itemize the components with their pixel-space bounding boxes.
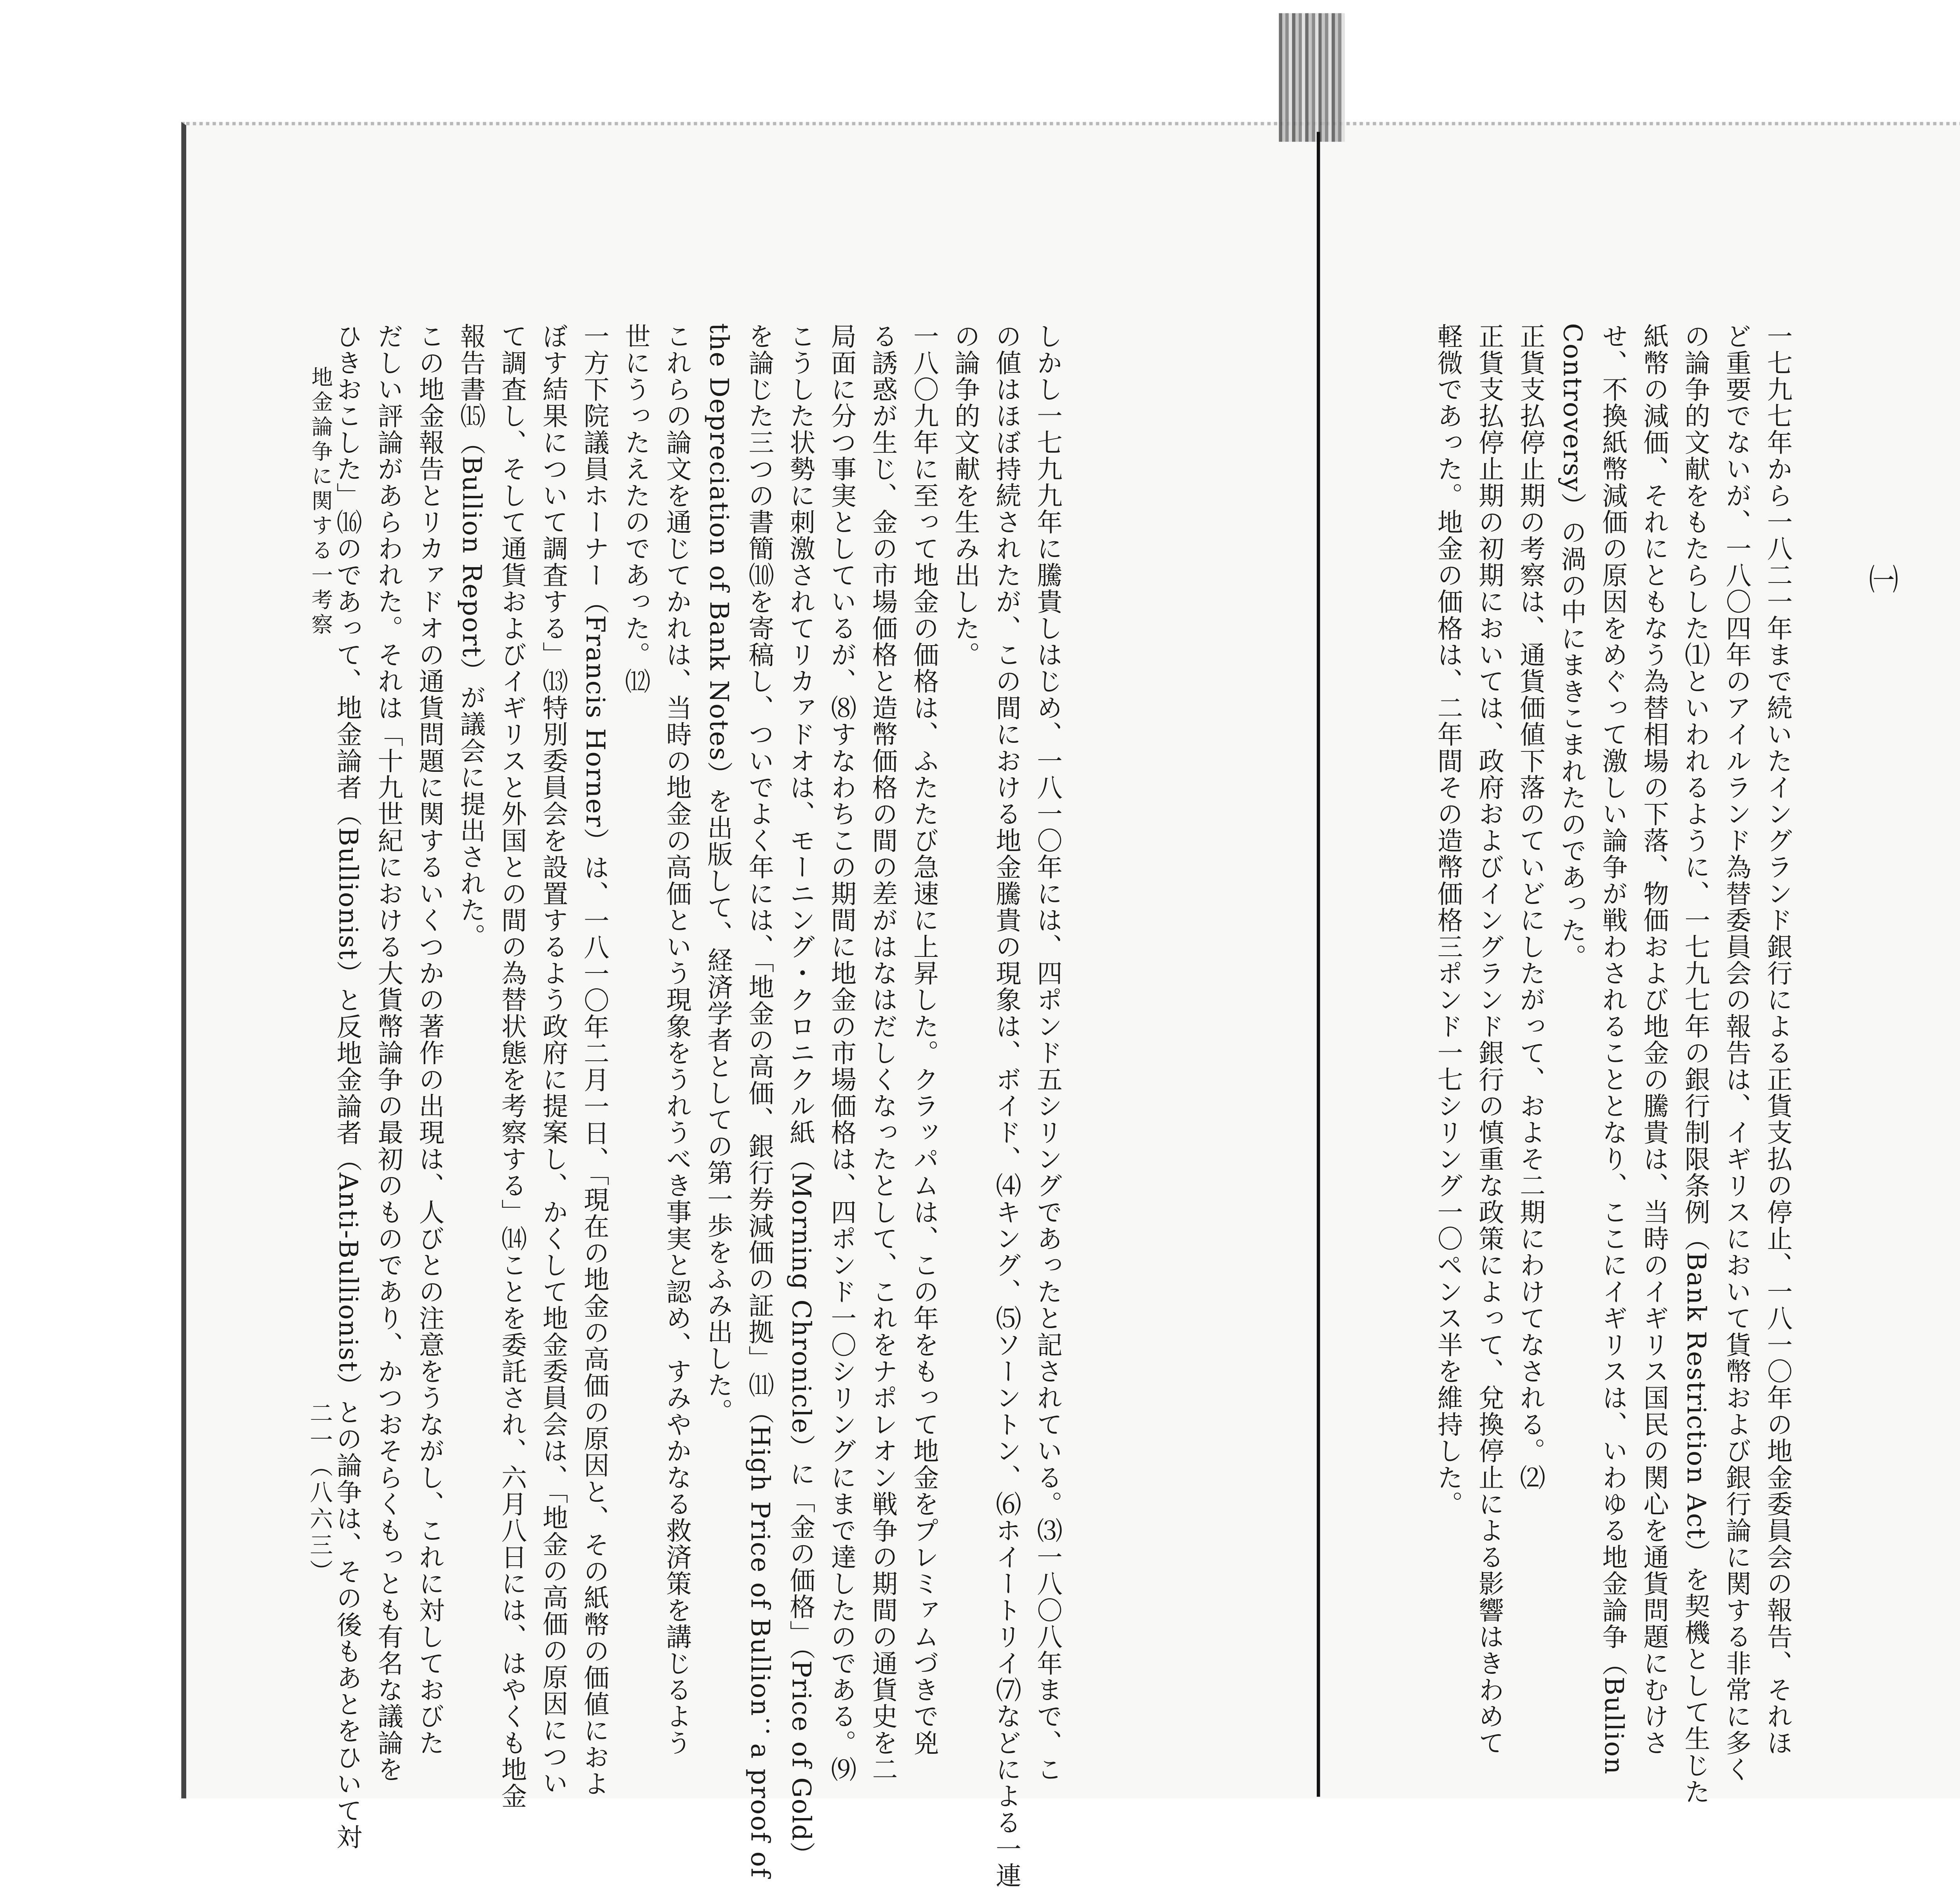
text-line: 一方下院議員ホーナー（Francis Horner）は、一八一〇年二月一日、「現在の地金の高価の原因と、その紙幣の価値におよ	[580, 323, 610, 1797]
text-line: ど重要でないが、一八〇四年のアイルランド為替委員会の報告は、イギリスにおいて貨幣および銀行論に関する非常に多く	[1722, 323, 1752, 1783]
text-line: Controversy）の渦の中にまきこまれたのであった。	[1557, 323, 1587, 971]
text-line: の論争的文献をもたらした⑴といわれるように、一七九七年の銀行制限条例（Bank Restriction Act）を契機として生じた	[1681, 323, 1711, 1805]
text-line: る誘惑が生じ、金の市場価格と造幣価格の間の差がはなはだしくなったとして、これをナポレオン戦争の期間の通貨史を二	[868, 323, 898, 1783]
text-line: の値はほぼ持続されたが、この間における地金騰貴の現象は、ボイド、⑷キング、⑸ソーントン、⑹ホイートリイ⑺などによる一連	[992, 323, 1022, 1889]
text-line: 世にうったえたのであった。⑿	[621, 323, 651, 695]
text-line: ぼす結果について調査する」⒀特別委員会を設置するよう政府に提案し、かくして地金委員会は、「地金の高価の原因につい	[539, 323, 569, 1797]
text-line: を論じた三つの書簡⑽を寄稿し、ついでよく年には、「地金の高価、銀行券減価の証拠」⑾（High Price of Bullion：a proof of	[745, 323, 775, 1878]
text-line: こうした状勢に刺激されてリカァドオは、モーニング・クロニクル紙（Morning Chronicle）に「金の価格」（Price of Gold）	[786, 323, 816, 1868]
section-number: ㈠	[1864, 564, 1899, 593]
text-line: 報告書⒂（Bullion Report）が議会に提出された。	[456, 323, 486, 950]
body-text-right	[1427, 323, 1798, 1805]
text-line: だしい評論があらわれた。それは「十九世紀における大貨幣論争の最初のものであり、かつおそらくもっとも有名な議論を	[374, 323, 404, 1783]
text-line: しかし一七九九年に騰貴しはじめ、一八一〇年には、四ポンド五シリングであったと記されている。⑶一八〇八年まで、こ	[1033, 323, 1063, 1783]
text-line: 一七九七年から一八二一年まで続いたイングランド銀行による正貨支払の停止、一八一〇年の地金委員会の報告、それほ	[1763, 323, 1793, 1757]
body-text-left	[326, 323, 1068, 1889]
text-line: the Depreciation of Bank Notes）を出版して、経済学者としての第一歩をふみ出した。	[704, 323, 733, 1425]
page-number-left: 二一（八六三）	[306, 1401, 333, 1586]
text-line: て調査し、そして通貨およびイギリスと外国との間の為替状態を考察する」⒁ことを委託され、六月八日には、はやくも地金	[497, 323, 528, 1809]
text-line: 局面に分つ事実としているが、⑻すなわちこの期間に地金の市場価格は、四ポンド一〇シリングにまで達したのである。⑼	[827, 323, 857, 1783]
text-line: 紙幣の減価、それにともなう為替相場の下落、物価および地金の騰貴は、当時のイギリス国民の関心を通貨問題にむけさ	[1640, 323, 1670, 1757]
text-line: この地金報告とリカァドオの通貨問題に関するいくつかの著作の出現は、人びとの注意をうながし、これに対しておびた	[415, 323, 445, 1757]
text-line: 一八〇九年に至って地金の価格は、ふたたび急速に上昇した。クラッパムは、この年をもって地金をプレミァムづきで兇	[909, 323, 940, 1757]
text-line: せ、不換紙幣減価の原因をめぐって激しい論争が戦わされることとなり、ここにイギリスは、いわゆる地金論争（Bullion	[1598, 323, 1628, 1775]
gutter-line	[1317, 132, 1320, 1796]
text-line: 正貨支払停止期の考察は、通貨価値下落のていどにしたがって、およそ二期にわけてなされる。⑵	[1516, 323, 1546, 1491]
running-head: 地金論争に関する一考察	[306, 366, 332, 638]
text-line: これらの論文を通じてかれは、当時の地金の高価という現象をうれうべき事実と認め、すみやかなる救済策を講じるよう	[662, 323, 692, 1757]
binding-strip	[1279, 13, 1345, 142]
text-line: の論争的文献を生み出した。	[951, 323, 981, 668]
text-line: ひきおこした」⒃のであって、地金論者（Bullionist）と反地金論者（Anti-Bullionist）との論争は、その後もあとをひいて対	[333, 323, 363, 1851]
text-line: 軽微であった。地金の価格は、二年間その造幣価格三ポンド一七シリング一〇ペンス半を維持した。	[1434, 323, 1464, 1517]
text-line: 正貨支払停止期の初期においては、政府およびイングランド銀行の慎重な政策によって、兌換停止による影響はきわめて	[1475, 323, 1505, 1757]
